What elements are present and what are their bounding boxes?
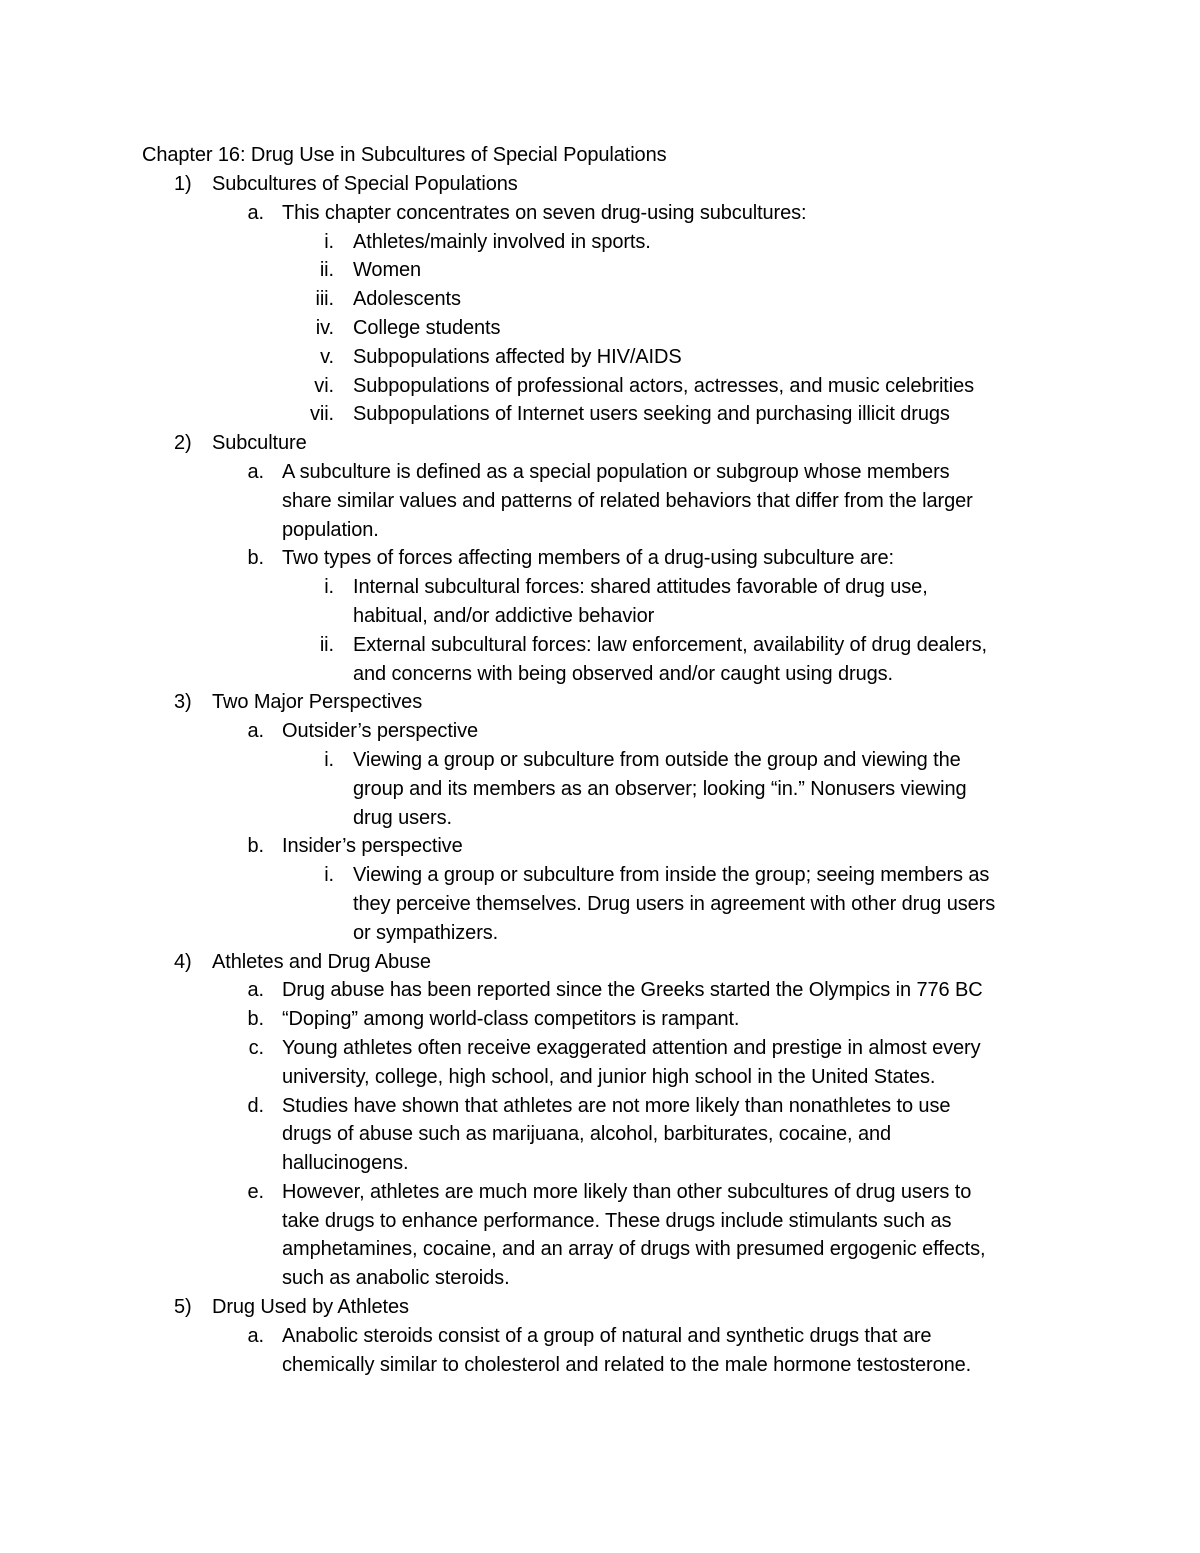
outline-line xyxy=(0,746,1200,775)
line-text: Subpopulations of Internet users seeking and purchasing illicit drugs xyxy=(353,403,950,426)
line-text: hallucinogens. xyxy=(282,1152,409,1175)
line-text: Drug abuse has been reported since the Greeks started the Olympics in 776 BC xyxy=(282,979,983,1002)
list-marker: 2) xyxy=(174,432,192,455)
outline-line xyxy=(0,1034,1200,1063)
line-text: Adolescents xyxy=(353,288,461,311)
list-marker: vii. xyxy=(309,403,334,426)
list-marker: b. xyxy=(247,1008,264,1031)
outline-line xyxy=(0,660,1200,689)
line-text: External subcultural forces: law enforcement, availability of drug dealers, xyxy=(353,633,987,656)
outline-line xyxy=(0,199,1200,228)
outline-line xyxy=(0,1149,1200,1178)
line-text: habitual, and/or addictive behavior xyxy=(353,604,655,627)
line-text: College students xyxy=(353,316,501,339)
line-text: Outsider’s perspective xyxy=(282,720,479,743)
line-text: Insider’s perspective xyxy=(282,835,463,858)
line-text: drugs of abuse such as marijuana, alcohol, barbiturates, cocaine, and xyxy=(282,1123,892,1146)
list-marker: 1) xyxy=(174,173,192,195)
line-text: Athletes and Drug Abuse xyxy=(212,950,431,973)
outline-line xyxy=(0,256,1200,285)
outline-line xyxy=(0,458,1200,487)
list-marker: iv. xyxy=(315,316,334,339)
line-text: group and its members as an observer; looking “in.” Nonusers viewing xyxy=(353,777,967,800)
list-marker: 5) xyxy=(174,1296,192,1319)
line-text: share similar values and patterns of related behaviors that differ from the larger xyxy=(282,489,973,512)
line-text: However, athletes are much more likely than other subcultures of drug users to xyxy=(282,1180,972,1203)
list-marker: b. xyxy=(247,547,264,570)
list-marker: i. xyxy=(324,864,334,887)
outline-line xyxy=(0,314,1200,343)
line-text: they perceive themselves. Drug users in agreement with other drug users xyxy=(353,892,996,915)
outline-line xyxy=(0,228,1200,257)
outline-line xyxy=(0,1235,1200,1264)
outline-line xyxy=(0,832,1200,861)
line-text: and concerns with being observed and/or caught using drugs. xyxy=(353,662,894,685)
line-text: amphetamines, cocaine, and an array of drugs with presumed ergogenic effects, xyxy=(282,1238,986,1261)
line-text: A subculture is defined as a special population or subgroup whose members xyxy=(282,460,950,483)
list-marker: a. xyxy=(247,460,264,483)
outline-line xyxy=(0,285,1200,314)
outline-line xyxy=(0,861,1200,890)
line-text: chemically similar to cholesterol and related to the male hormone testosterone. xyxy=(282,1353,972,1376)
list-marker: a. xyxy=(247,201,264,224)
outline-line xyxy=(0,170,1200,199)
line-text: Drug Used by Athletes xyxy=(212,1296,409,1319)
outline-line xyxy=(0,919,1200,948)
outline-line xyxy=(0,717,1200,746)
outline-line xyxy=(0,976,1200,1005)
outline-line xyxy=(0,1264,1200,1293)
outline-line xyxy=(0,1178,1200,1207)
list-marker: v. xyxy=(320,345,334,368)
outline-line xyxy=(0,1092,1200,1121)
line-text: Subculture xyxy=(212,432,307,455)
outline-line xyxy=(0,1207,1200,1236)
outline-line xyxy=(0,400,1200,429)
outline-line xyxy=(0,631,1200,660)
page-title: Chapter 16: Drug Use in Subcultures of Special Populations xyxy=(142,144,667,166)
line-text: Viewing a group or subculture from outside the group and viewing the xyxy=(353,748,961,771)
line-text: university, college, high school, and junior high school in the United States. xyxy=(282,1065,936,1088)
list-marker: ii. xyxy=(319,259,334,282)
list-marker: i. xyxy=(324,748,334,771)
line-text: This chapter concentrates on seven drug-using subcultures: xyxy=(282,201,807,224)
outline-line xyxy=(0,516,1200,545)
list-marker: i. xyxy=(324,576,334,599)
outline-line xyxy=(0,1322,1200,1351)
line-text: Subpopulations affected by HIV/AIDS xyxy=(353,345,682,368)
outline-line xyxy=(0,372,1200,401)
outline-line xyxy=(0,1120,1200,1149)
outline-line xyxy=(0,429,1200,458)
outline-line xyxy=(0,804,1200,833)
list-marker: iii. xyxy=(315,288,334,311)
line-text: “Doping” among world-class competitors is rampant. xyxy=(282,1008,740,1031)
line-text: such as anabolic steroids. xyxy=(282,1267,510,1290)
list-marker: 3) xyxy=(174,691,192,714)
list-marker: c. xyxy=(248,1036,264,1059)
line-text: or sympathizers. xyxy=(353,921,499,944)
line-text: Two types of forces affecting members of a drug-using subculture are: xyxy=(282,547,894,570)
line-text: Studies have shown that athletes are not more likely than nonathletes to use xyxy=(282,1094,951,1117)
outline-line xyxy=(0,688,1200,717)
list-marker: a. xyxy=(247,1324,264,1347)
outline-line xyxy=(0,1063,1200,1092)
outline-line xyxy=(0,1293,1200,1322)
outline-line xyxy=(0,343,1200,372)
outline-line xyxy=(0,948,1200,977)
line-text: Two Major Perspectives xyxy=(212,691,423,714)
line-text: Young athletes often receive exaggerated attention and prestige in almost every xyxy=(282,1036,981,1059)
line-text: Women xyxy=(353,259,422,282)
list-marker: ii. xyxy=(319,633,334,656)
outline-line xyxy=(0,602,1200,631)
outline-line xyxy=(0,487,1200,516)
list-marker: a. xyxy=(247,979,264,1002)
list-marker: d. xyxy=(247,1094,264,1117)
outline-line xyxy=(0,1351,1200,1380)
line-text: Anabolic steroids consist of a group of natural and synthetic drugs that are xyxy=(282,1324,932,1347)
line-text: take drugs to enhance performance. These drugs include stimulants such as xyxy=(282,1209,952,1232)
line-text: population. xyxy=(282,518,379,541)
line-text: Internal subcultural forces: shared attitudes favorable of drug use, xyxy=(353,576,928,599)
line-text: Athletes/mainly involved in sports. xyxy=(353,230,651,253)
outline-line xyxy=(0,573,1200,602)
list-marker: 4) xyxy=(174,950,192,973)
line-text: Viewing a group or subculture from inside the group; seeing members as xyxy=(353,864,990,887)
outline-list xyxy=(0,170,1200,1379)
list-marker: b. xyxy=(247,835,264,858)
outline-line xyxy=(0,1005,1200,1034)
line-text: Subcultures of Special Populations xyxy=(212,173,518,195)
line-text: Subpopulations of professional actors, actresses, and music celebrities xyxy=(353,374,975,397)
list-marker: vi. xyxy=(314,374,334,397)
outline-line xyxy=(0,890,1200,919)
line-text: drug users. xyxy=(353,806,452,829)
list-marker: i. xyxy=(324,230,334,253)
outline-line xyxy=(0,775,1200,804)
list-marker: e. xyxy=(247,1180,264,1203)
list-marker: a. xyxy=(247,720,264,743)
outline-line xyxy=(0,544,1200,573)
